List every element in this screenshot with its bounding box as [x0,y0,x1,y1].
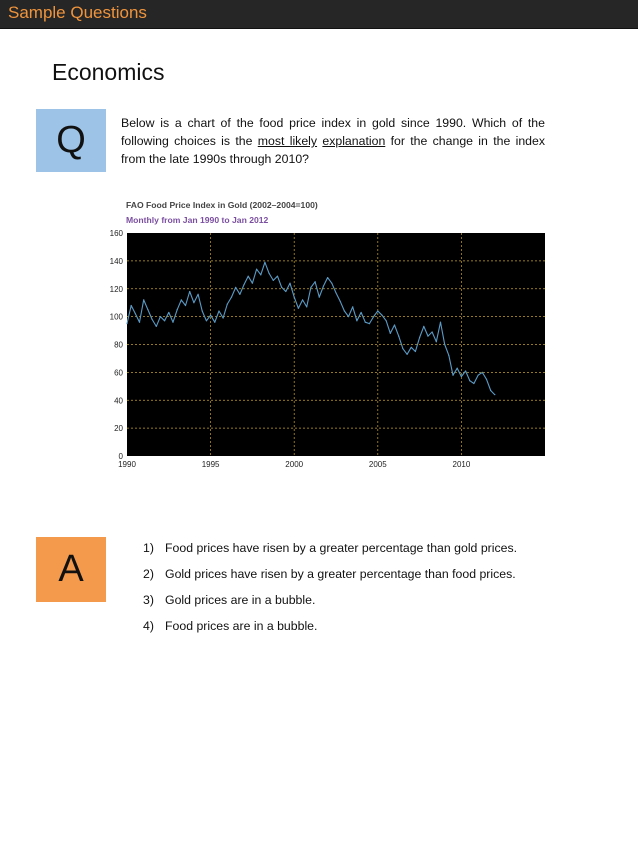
y-tick-label: 140 [109,256,123,266]
y-tick-label: 160 [109,229,123,238]
answer-text: Food prices have risen by a greater percentage than gold prices. [165,541,518,555]
data-point [398,336,399,337]
data-point [264,262,265,263]
data-point [235,287,236,288]
data-point [164,320,165,321]
data-point [494,394,495,395]
data-point [356,320,357,321]
data-point [252,283,253,284]
data-point [331,283,332,284]
chart-title: FAO Food Price Index in Gold (2002–2004=100) [126,200,318,210]
answer-text: Food prices are in a bubble. [165,619,318,633]
data-point [269,273,270,274]
data-point [344,310,345,311]
data-point [277,276,278,277]
data-point [461,376,462,377]
data-point [369,323,370,324]
x-tick-label: 1995 [201,460,220,469]
data-point [335,292,336,293]
data-point [135,313,136,314]
data-point [465,370,466,371]
data-point [360,312,361,313]
data-point [457,368,458,369]
data-point [327,277,328,278]
y-tick-label: 0 [118,452,123,461]
data-point [373,316,374,317]
data-point [218,310,219,311]
data-point [168,312,169,313]
data-point [478,375,479,376]
answer-number: 2) [143,567,154,581]
data-point [156,326,157,327]
data-point [473,383,474,384]
data-point [486,379,487,380]
data-point [189,291,190,292]
data-point [490,390,491,391]
question-text-end: for the change in the index from the late 1990s through 2010? [121,134,545,166]
data-point [352,306,353,307]
data-point [315,281,316,282]
data-point [394,324,395,325]
data-point [423,326,424,327]
answer-option-4[interactable] [143,615,517,641]
data-point [248,276,249,277]
data-point [160,316,161,317]
data-point [131,305,132,306]
y-tick-label: 20 [114,424,123,434]
data-point [193,302,194,303]
answer-option-1[interactable] [143,537,517,563]
x-tick-label: 2000 [285,460,304,469]
data-point [302,299,303,300]
data-point [452,375,453,376]
section-title: Economics [52,59,165,85]
data-point [214,322,215,323]
data-point [289,283,290,284]
data-point [185,305,186,306]
data-point [197,294,198,295]
data-point [469,380,470,381]
answer-number: 1) [143,541,154,555]
data-point [386,320,387,321]
data-point [377,310,378,311]
x-tick-label: 1990 [118,460,136,469]
data-point [243,284,244,285]
data-point [390,333,391,334]
data-point [444,344,445,345]
answer-list [143,537,517,641]
data-point [482,372,483,373]
data-point [273,280,274,281]
data-point [310,287,311,288]
y-tick-label: 40 [114,396,123,406]
question-text [121,114,545,168]
data-point [172,322,173,323]
data-point [202,310,203,311]
data-point [415,351,416,352]
data-point [402,348,403,349]
data-point [432,331,433,332]
answer-text: Gold prices are in a bubble. [165,593,316,607]
chart-plot-area [110,229,545,469]
data-point [419,337,420,338]
y-tick-label: 80 [114,340,123,350]
data-point [181,299,182,300]
data-point [223,317,224,318]
data-point [440,322,441,323]
data-point [151,319,152,320]
data-point [306,306,307,307]
question-emphasis-explanation: explanation [322,134,386,148]
y-tick-label: 100 [109,312,123,322]
data-point [260,274,261,275]
data-point [231,297,232,298]
y-tick-label: 60 [114,368,123,378]
data-point [281,287,282,288]
data-point [294,297,295,298]
data-point [340,301,341,302]
data-point [365,322,366,323]
header-bar [0,0,638,29]
data-point [381,315,382,316]
x-tick-label: 2005 [368,460,387,469]
answer-text: Gold prices have risen by a greater percentage than food prices. [165,567,516,581]
data-point [239,294,240,295]
question-badge: Q [36,109,106,172]
y-tick-label: 120 [109,284,123,294]
data-point [206,320,207,321]
chart-subtitle: Monthly from Jan 1990 to Jan 2012 [126,215,269,225]
data-point [319,297,320,298]
data-point [448,355,449,356]
food-price-index-chart [90,194,550,484]
data-point [139,322,140,323]
data-point [436,341,437,342]
data-point [285,291,286,292]
data-point [406,354,407,355]
answer-option-3[interactable] [143,589,517,615]
question-emphasis-most-likely: most likely [257,134,318,148]
data-point [256,269,257,270]
data-point [323,285,324,286]
answer-option-2[interactable] [143,563,517,589]
data-point [126,323,127,324]
answer-number: 3) [143,593,154,607]
data-point [427,336,428,337]
x-tick-label: 2010 [452,460,471,469]
data-point [227,303,228,304]
answer-badge: A [36,537,106,602]
data-point [143,299,144,300]
data-point [411,347,412,348]
data-point [298,308,299,309]
header-title: Sample Questions [8,3,147,22]
data-point [348,316,349,317]
data-point [147,309,148,310]
answer-number: 4) [143,619,154,633]
data-point [177,309,178,310]
data-point [210,315,211,316]
question-text-start: Below is a chart of the food price index in gold since 1990. Which of the following choices is the [121,116,545,148]
